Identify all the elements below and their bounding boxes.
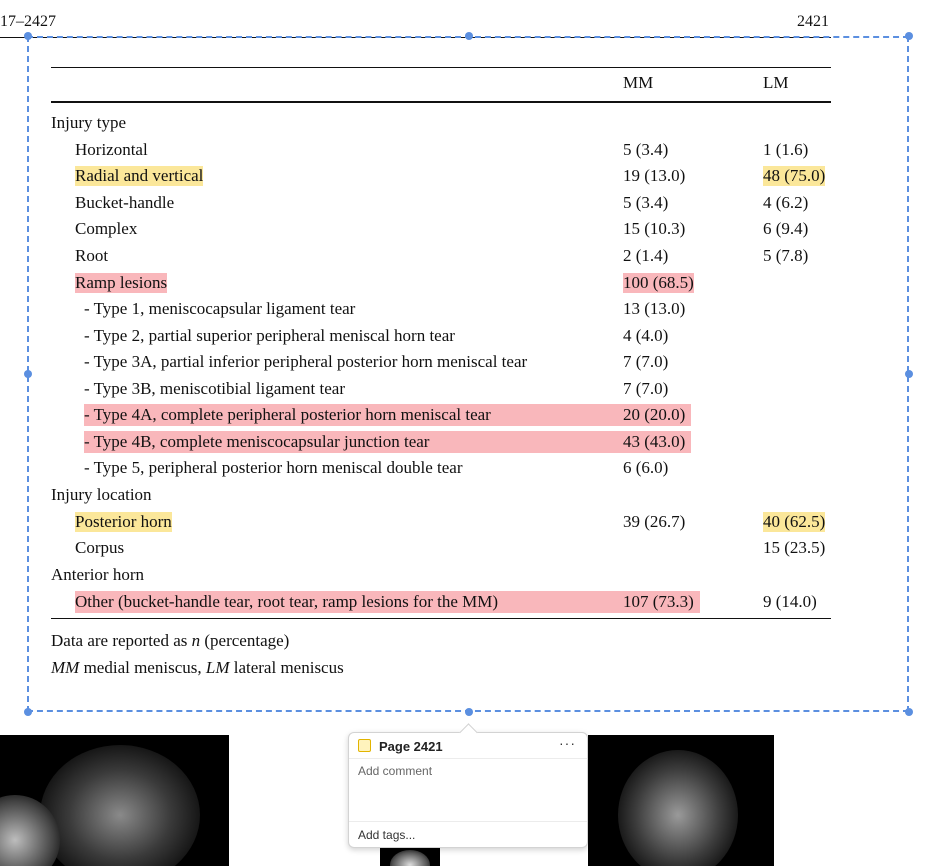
row-label: Root	[75, 246, 109, 265]
row-label: - Type 2, partial superior peripheral meniscal horn tear	[84, 326, 455, 345]
column-header-lm: LM	[763, 73, 789, 92]
mm-value: 39 (26.7)	[623, 512, 686, 531]
popup-header	[358, 735, 580, 756]
table-row	[0, 270, 951, 296]
page-comment-popup[interactable]	[348, 732, 588, 848]
table-row	[0, 243, 951, 269]
table-row	[0, 402, 951, 428]
mm-value: 6 (6.0)	[623, 458, 669, 477]
row-label: Bucket-handle	[75, 193, 175, 212]
table-row	[0, 110, 951, 136]
more-options-icon[interactable]: ···	[559, 735, 576, 751]
table-row	[0, 535, 951, 561]
page-range: 17–2427	[0, 13, 56, 30]
add-tags-field[interactable]: Add tags...	[358, 828, 416, 842]
table-row	[0, 589, 951, 615]
row-label: Injury type	[51, 113, 127, 132]
resize-handle-top[interactable]	[465, 32, 473, 40]
mri-image-left	[0, 735, 229, 866]
footnote-abbr: MM	[51, 658, 80, 677]
lm-value: 5 (7.8)	[763, 246, 809, 265]
mm-value-highlighted[interactable]: 100 (68.5)	[623, 273, 694, 292]
resize-handle-bottom-right[interactable]	[905, 708, 913, 716]
table-row	[0, 562, 951, 588]
row-label: Injury location	[51, 485, 152, 504]
footnote-abbr: LM	[205, 658, 230, 677]
row-label-highlighted: - Type 4A, complete peripheral posterior horn meniscal tear	[84, 405, 491, 424]
row-label: Anterior horn	[51, 565, 145, 584]
resize-handle-top-right[interactable]	[905, 32, 913, 40]
table-row	[0, 163, 951, 189]
table-row	[0, 376, 951, 402]
mm-value: 19 (13.0)	[623, 166, 686, 185]
table-bottom-rule	[51, 618, 831, 619]
row-label: Complex	[75, 219, 138, 238]
lm-value: 9 (14.0)	[763, 592, 817, 611]
mm-value: 7 (7.0)	[623, 379, 669, 398]
row-label: - Type 3B, meniscotibial ligament tear	[84, 379, 345, 398]
table-top-rule	[51, 67, 831, 68]
mri-image-right	[588, 735, 774, 866]
popup-divider	[349, 821, 587, 822]
table-row	[0, 509, 951, 535]
footnote-data-format	[51, 631, 289, 651]
lm-value-highlighted[interactable]: 40 (62.5)	[763, 512, 826, 531]
page-number: 2421	[797, 13, 829, 30]
mm-value-highlighted: 20 (20.0)	[623, 405, 686, 424]
row-label: - Type 3A, partial inferior peripheral posterior horn meniscal tear	[84, 352, 528, 371]
table-row	[0, 349, 951, 375]
footnote-text: lateral meniscus	[229, 658, 344, 677]
resize-handle-bottom-left[interactable]	[24, 708, 32, 716]
footnote-text: Data are reported as	[51, 631, 192, 650]
mm-value: 5 (3.4)	[623, 193, 669, 212]
table-row	[0, 137, 951, 163]
mm-value-highlighted: 43 (43.0)	[623, 432, 686, 451]
lm-value: 15 (23.5)	[763, 538, 826, 557]
row-label: - Type 1, meniscocapsular ligament tear	[84, 299, 356, 318]
lm-value: 6 (9.4)	[763, 219, 809, 238]
mri-image-center	[380, 846, 440, 866]
row-label-highlighted: Other (bucket-handle tear, root tear, ramp lesions for the MM)	[75, 592, 499, 611]
add-comment-field[interactable]: Add comment	[358, 764, 433, 778]
row-label-highlighted[interactable]: Ramp lesions	[75, 273, 168, 292]
page-header	[0, 10, 951, 32]
popup-divider	[349, 758, 587, 759]
page-annotation-icon	[358, 739, 371, 752]
resize-handle-top-left[interactable]	[24, 32, 32, 40]
footnote-text: medial meniscus,	[79, 658, 206, 677]
row-label-highlighted[interactable]: Radial and vertical	[75, 166, 204, 185]
table-header-rule	[51, 101, 831, 103]
mm-value: 5 (3.4)	[623, 140, 669, 159]
column-header-mm: MM	[623, 73, 654, 92]
resize-handle-bottom[interactable]	[465, 708, 473, 716]
popup-page-label: Page 2421	[379, 739, 443, 754]
mm-value: 13 (13.0)	[623, 299, 686, 318]
row-label: Corpus	[75, 538, 125, 557]
lm-value-highlighted[interactable]: 48 (75.0)	[763, 166, 826, 185]
row-label: Horizontal	[75, 140, 148, 159]
mm-value: 7 (7.0)	[623, 352, 669, 371]
footnote-abbreviations	[51, 658, 344, 678]
lm-value: 1 (1.6)	[763, 140, 809, 159]
mm-value: 2 (1.4)	[623, 246, 669, 265]
row-label: - Type 5, peripheral posterior horn meniscal double tear	[84, 458, 463, 477]
table-row	[0, 296, 951, 322]
table-row	[0, 216, 951, 242]
mm-value-highlighted: 107 (73.3)	[623, 592, 694, 611]
lm-value: 4 (6.2)	[763, 193, 809, 212]
row-label-highlighted: - Type 4B, complete meniscocapsular junction tear	[84, 432, 430, 451]
row-label-highlighted[interactable]: Posterior horn	[75, 512, 172, 531]
footnote-italic: n	[191, 631, 201, 650]
footnote-text: (percentage)	[200, 631, 290, 650]
mm-value: 15 (10.3)	[623, 219, 686, 238]
table-row	[0, 482, 951, 508]
table-row	[0, 190, 951, 216]
mm-value: 4 (4.0)	[623, 326, 669, 345]
table-row	[0, 455, 951, 481]
table-row	[0, 429, 951, 455]
table-row	[0, 323, 951, 349]
